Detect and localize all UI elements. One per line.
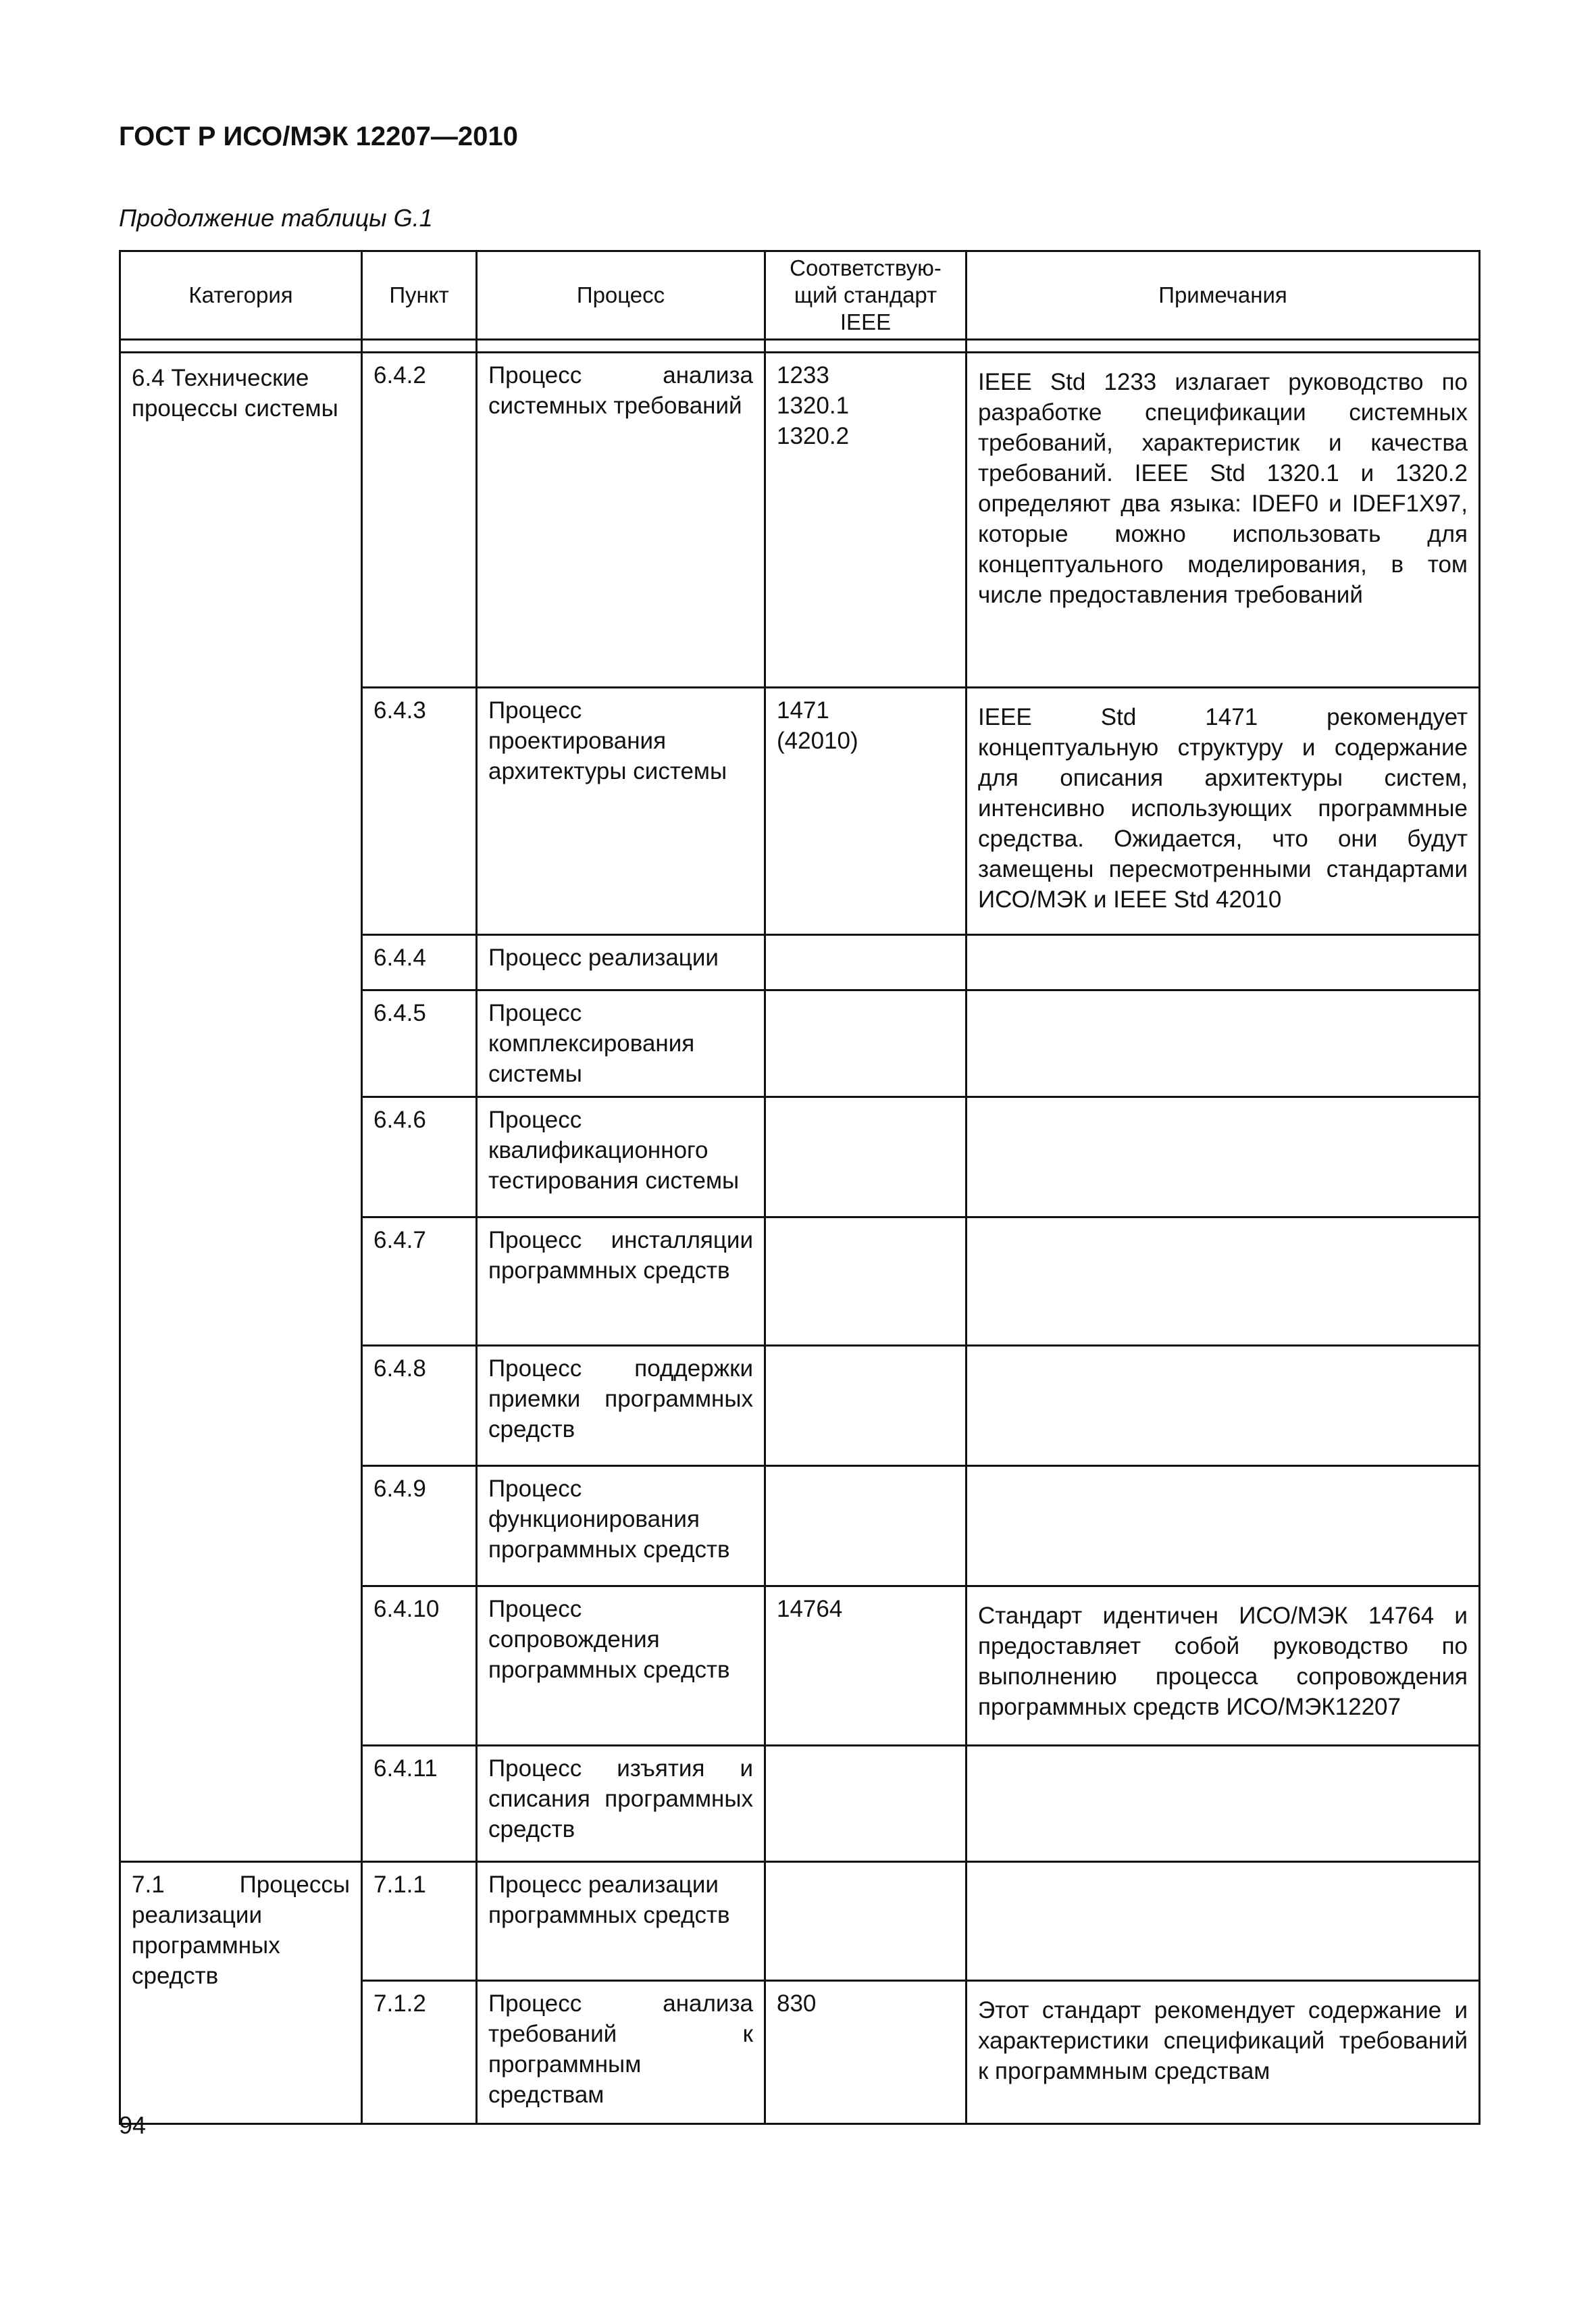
column-header-notes: Примечания — [967, 251, 1480, 340]
standard-cell — [765, 353, 967, 688]
standard-number: (42010) — [777, 728, 858, 754]
notes-cell — [967, 1746, 1480, 1862]
process-cell: Процесс анализа требований к программным средствам — [477, 1981, 765, 2124]
notes-cell: Стандарт идентичен ИСО/МЭК 14764 и предоставляет собой руководство по выполнению процесса сопровождения программных средств ИСО/МЭК12207 — [967, 1586, 1480, 1746]
clause-cell: 6.4.8 — [362, 1346, 477, 1466]
standard-cell — [765, 1346, 967, 1466]
standard-cell — [765, 1586, 967, 1746]
process-cell: Процесс комплексирования системы — [477, 990, 765, 1097]
process-cell: Процесс анализа системных требований — [477, 353, 765, 688]
document-title: ГОСТ Р ИСО/МЭК 12207—2010 — [119, 122, 518, 151]
clause-cell: 6.4.6 — [362, 1097, 477, 1217]
standard-cell — [765, 990, 967, 1097]
standard-cell — [765, 688, 967, 935]
standard-number: 830 — [777, 1990, 817, 2017]
standard-number: 1471 — [777, 697, 829, 724]
clause-cell: 6.4.3 — [362, 688, 477, 935]
clause-cell: 6.4.5 — [362, 990, 477, 1097]
process-cell: Процесс поддержки приемки программных средств — [477, 1346, 765, 1466]
notes-cell: IEEE Std 1233 излагает руководство по разработке спецификации системных требований, характеристик и качества требований. IEEE Std 1320.1 и 1320.2 определяют два языка: IDEF0 и IDEF1X97, которые можно использовать для концептуального моделирования, в том числе предоставления требований — [967, 353, 1480, 688]
table-header-row — [120, 251, 1480, 340]
clause-cell: 7.1.2 — [362, 1981, 477, 2124]
clause-cell: 6.4.10 — [362, 1586, 477, 1746]
column-header-process: Процесс — [477, 251, 765, 340]
standard-cell — [765, 1466, 967, 1586]
header-separator-row — [120, 340, 1480, 353]
category-cell: 6.4 Технические процессы системы — [120, 353, 362, 1862]
process-cell: Процесс инсталляции программных средств — [477, 1217, 765, 1346]
notes-cell — [967, 1217, 1480, 1346]
clause-cell: 6.4.11 — [362, 1746, 477, 1862]
page-number: 94 — [119, 2111, 147, 2139]
process-cell: Процесс реализации программных средств — [477, 1862, 765, 1981]
notes-cell — [967, 1862, 1480, 1981]
clause-cell: 6.4.2 — [362, 353, 477, 688]
standard-number: 14764 — [777, 1596, 843, 1622]
table-caption: Продолжение таблицы G.1 — [119, 204, 433, 232]
process-cell: Процесс проектирования архитектуры системы — [477, 688, 765, 935]
process-cell: Процесс изъятия и списания программных средств — [477, 1746, 765, 1862]
process-cell: Процесс сопровождения программных средств — [477, 1586, 765, 1746]
notes-cell: IEEE Std 1471 рекомендует концептуальную структуру и содержание для описания архитектуры систем, интенсивно использующих программные средства. Ожидается, что они будут замещены пересмотренными стандартами ИСО/МЭК и IEEE Std 42010 — [967, 688, 1480, 935]
table-row — [120, 1862, 1480, 1981]
standard-cell — [765, 1862, 967, 1981]
clause-cell: 6.4.4 — [362, 935, 477, 990]
standards-table — [119, 250, 1481, 2125]
notes-cell: Этот стандарт рекомендует содержание и характеристики спецификаций требований к программным средствам — [967, 1981, 1480, 2124]
notes-cell — [967, 1346, 1480, 1466]
process-cell: Процесс функционирования программных средств — [477, 1466, 765, 1586]
standard-number: 1233 — [777, 362, 829, 388]
notes-cell — [967, 935, 1480, 990]
clause-cell: 6.4.7 — [362, 1217, 477, 1346]
standard-number: 1320.1 — [777, 393, 850, 419]
standard-cell — [765, 1097, 967, 1217]
standard-cell — [765, 1746, 967, 1862]
standard-cell — [765, 1981, 967, 2124]
notes-cell — [967, 1466, 1480, 1586]
table-row — [120, 353, 1480, 688]
column-header-category: Категория — [120, 251, 362, 340]
column-header-clause: Пункт — [362, 251, 477, 340]
process-cell: Процесс квалификационного тестирования системы — [477, 1097, 765, 1217]
process-cell: Процесс реализации — [477, 935, 765, 990]
standard-cell — [765, 1217, 967, 1346]
standard-number: 1320.2 — [777, 423, 850, 449]
standard-cell — [765, 935, 967, 990]
category-cell: 7.1 Процессы реализации программных средств — [120, 1862, 362, 2124]
notes-cell — [967, 990, 1480, 1097]
notes-cell — [967, 1097, 1480, 1217]
clause-cell: 7.1.1 — [362, 1862, 477, 1981]
clause-cell: 6.4.9 — [362, 1466, 477, 1586]
column-header-ieee-standard: Соответствую-щий стандарт IEEE — [765, 251, 967, 340]
